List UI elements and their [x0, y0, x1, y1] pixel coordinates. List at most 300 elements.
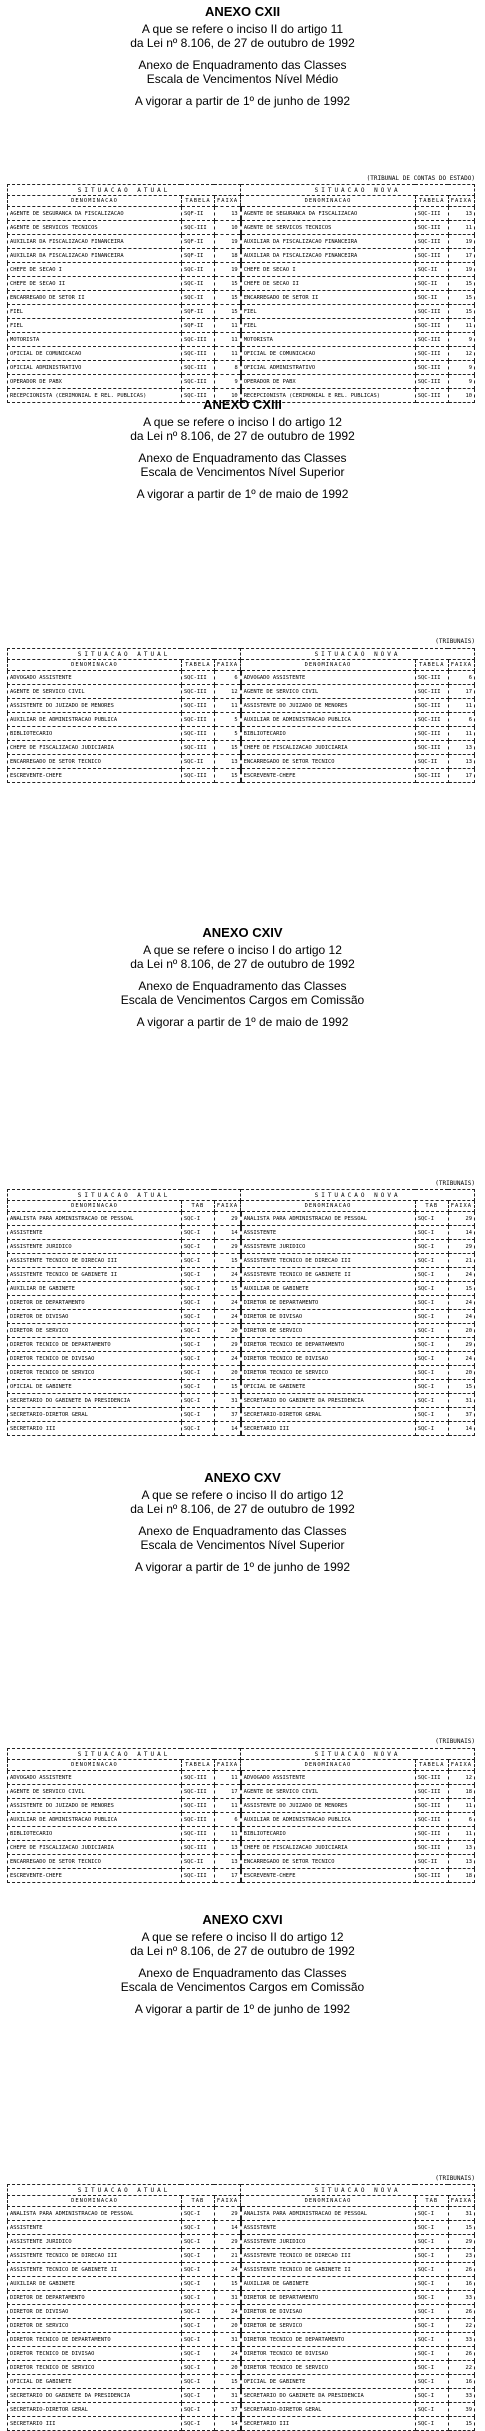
- cell-tabela-atual: SQF-II: [181, 249, 214, 263]
- cell-denominacao-nova: AUXILIAR DE ADMINISTRACAO PUBLICA: [241, 713, 416, 727]
- table-row: [8, 1338, 475, 1352]
- table-row: [8, 1394, 475, 1408]
- cell-faixa-atual: 24: [214, 1352, 240, 1366]
- cell-denominacao-nova: DIRETOR TECNICO DE SERVICO: [241, 2361, 416, 2375]
- cell-denominacao-atual: OPERADOR DE PABX: [8, 375, 182, 389]
- cell-faixa-nova: 18: [448, 1869, 474, 1883]
- annex-law-line: da Lei nº 8.106, de 27 de outubro de 1992: [130, 429, 355, 443]
- cell-faixa-atual: 29: [214, 2207, 240, 2221]
- cell-faixa-nova: 13: [448, 755, 474, 769]
- table-row: [8, 1408, 475, 1422]
- cell-denominacao-atual: AGENTE DE SERVICOS TECNICOS: [8, 221, 182, 235]
- table-row: [8, 1352, 475, 1366]
- cell-faixa-atual: 24: [214, 2347, 240, 2361]
- cell-denominacao-nova: ASSISTENTE DO JUIZADO DE MENORES: [241, 699, 416, 713]
- annex-title: ANEXO CXV: [204, 1470, 281, 1485]
- cell-faixa-atual: 15: [214, 741, 240, 755]
- cell-tabela-nova: SQC-III: [415, 333, 448, 347]
- cell-faixa-nova: 29: [448, 2235, 474, 2249]
- cell-tabela-atual: SQC-III: [181, 221, 214, 235]
- cell-denominacao-nova: ASSISTENTE JURIDICO: [241, 1240, 416, 1254]
- table-row: [8, 1282, 475, 1296]
- annex-law-line: da Lei nº 8.106, de 27 de outubro de 1992: [130, 957, 355, 971]
- annex-title: ANEXO CXII: [204, 4, 281, 19]
- cell-faixa-atual: 18: [214, 249, 240, 263]
- annex-scale: Escala de Vencimentos Cargos em Comissão: [120, 993, 365, 1007]
- col-tabela: TAB: [415, 1201, 448, 1212]
- cell-denominacao-atual: ASSISTENTE TECNICO DE GABINETE II: [8, 2263, 182, 2277]
- cell-faixa-atual: 15: [214, 769, 240, 783]
- cell-faixa-nova: 15: [448, 2221, 474, 2235]
- table-row: [8, 2207, 475, 2221]
- table-row: [8, 1324, 475, 1338]
- cell-denominacao-nova: FIEL: [241, 305, 416, 319]
- cell-faixa-atual: 9: [214, 375, 240, 389]
- table-row: [8, 727, 475, 741]
- cell-faixa-atual: 31: [214, 1394, 240, 1408]
- cell-faixa-atual: 37: [214, 2403, 240, 2417]
- cell-denominacao-nova: ASSISTENTE TECNICO DE DIRECAO III: [241, 1254, 416, 1268]
- annex-effective-date: A vigorar a partir de 1º de junho de 1992: [134, 2002, 351, 2016]
- cell-tabela-nova: SQC-I: [415, 1338, 448, 1352]
- cell-denominacao-atual: MOTORISTA: [8, 333, 182, 347]
- cell-faixa-atual: 31: [214, 2291, 240, 2305]
- cell-tabela-atual: SQC-II: [181, 263, 214, 277]
- cell-faixa-nova: 9: [448, 361, 474, 375]
- cell-faixa-atual: 14: [214, 1422, 240, 1436]
- cell-faixa-atual: 19: [214, 235, 240, 249]
- cell-tabela-nova: SQC-III: [415, 305, 448, 319]
- table-row: [8, 2319, 475, 2333]
- table-group-header: [8, 1190, 475, 1201]
- cell-faixa-atual: 29: [214, 1240, 240, 1254]
- cell-denominacao-nova: AGENTE DE SERVICO CIVIL: [241, 1785, 416, 1799]
- cell-denominacao-atual: AUXILIAR DE ADMINISTRACAO PUBLICA: [8, 713, 182, 727]
- cell-tabela-atual: SQC-III: [181, 347, 214, 361]
- cell-tabela-nova: SQC-I: [415, 2319, 448, 2333]
- table-row: [8, 1240, 475, 1254]
- cell-tabela-atual: SQC-I: [181, 2221, 214, 2235]
- annex-scale: Escala de Vencimentos Cargos em Comissão: [120, 1980, 365, 1994]
- cell-denominacao-nova: ASSISTENTE: [241, 2221, 416, 2235]
- table-row: [8, 699, 475, 713]
- cell-denominacao-nova: DIRETOR DE SERVICO: [241, 1324, 416, 1338]
- table-row: [8, 769, 475, 783]
- cell-faixa-atual: 29: [214, 2235, 240, 2249]
- cell-tabela-nova: SQC-III: [415, 699, 448, 713]
- cell-tabela-atual: SQC-III: [181, 1841, 214, 1855]
- cell-faixa-atual: 15: [214, 2277, 240, 2291]
- cell-denominacao-nova: ENCARREGADO DE SETOR II: [241, 291, 416, 305]
- cell-denominacao-atual: BIBLIOTECARIO: [8, 727, 182, 741]
- cell-denominacao-nova: DIRETOR TECNICO DE DIVISAO: [241, 2347, 416, 2361]
- annex-section: [0, 4, 485, 399]
- annex-effective-date: A vigorar a partir de 1º de junho de 1992: [134, 94, 351, 108]
- cell-denominacao-atual: ANALISTA PARA ADMINISTRACAO DE PESSOAL: [8, 2207, 182, 2221]
- annex-section: [0, 925, 485, 1432]
- situacao-atual-header: SITUACAO ATUAL: [8, 185, 241, 196]
- cell-faixa-nova: 33: [448, 2333, 474, 2347]
- cell-tabela-nova: SQC-III: [415, 685, 448, 699]
- cell-faixa-nova: 16: [448, 2277, 474, 2291]
- cell-faixa-atual: 5: [214, 727, 240, 741]
- cell-tabela-nova: SQC-III: [415, 1771, 448, 1785]
- col-tabela: TABELA: [181, 1760, 214, 1771]
- cell-faixa-nova: 13: [448, 207, 474, 221]
- cell-tabela-nova: SQC-I: [415, 1282, 448, 1296]
- cell-tabela-atual: SQC-III: [181, 1827, 214, 1841]
- col-faixa: FAIXA: [214, 196, 240, 207]
- cell-faixa-atual: 11: [214, 319, 240, 333]
- source-label: (TRIBUNAIS): [435, 1738, 475, 1745]
- cell-denominacao-atual: OFICIAL ADMINISTRATIVO: [8, 361, 182, 375]
- situacao-atual-header: SITUACAO ATUAL: [8, 2185, 241, 2196]
- cell-faixa-atual: 37: [214, 1408, 240, 1422]
- cell-tabela-nova: SQC-I: [415, 1212, 448, 1226]
- table-row: [8, 2417, 475, 2431]
- table-row: [8, 2235, 475, 2249]
- cell-denominacao-nova: AUXILIAR DE ADMINISTRACAO PUBLICA: [241, 1813, 416, 1827]
- cell-denominacao-nova: AUXILIAR DA FISCALIZACAO FINANCEIRA: [241, 235, 416, 249]
- situacao-nova-header: SITUACAO NOVA: [241, 2185, 475, 2196]
- cell-tabela-nova: SQC-III: [415, 235, 448, 249]
- cell-tabela-nova: SQC-II: [415, 277, 448, 291]
- table-group-header: [8, 2185, 475, 2196]
- annex-subtitle: Anexo de Enquadramento das Classes: [138, 451, 347, 465]
- table-column-header: [8, 196, 475, 207]
- cell-faixa-nova: 29: [448, 1338, 474, 1352]
- cell-faixa-nova: 17: [448, 685, 474, 699]
- col-faixa: FAIXA: [448, 1760, 474, 1771]
- cell-tabela-atual: SQC-III: [181, 1813, 214, 1827]
- col-tabela: TAB: [181, 2196, 214, 2207]
- table-row: [8, 2375, 475, 2389]
- table-row: [8, 2305, 475, 2319]
- cell-faixa-nova: 24: [448, 1268, 474, 1282]
- annex-scale: Escala de Vencimentos Nível Médio: [146, 72, 339, 86]
- table-row: [8, 2291, 475, 2305]
- cell-denominacao-nova: ASSISTENTE: [241, 1226, 416, 1240]
- cell-denominacao-atual: ASSISTENTE TECNICO DE DIRECAO III: [8, 1254, 182, 1268]
- situacao-nova-header: SITUACAO NOVA: [241, 1190, 475, 1201]
- cell-faixa-nova: 20: [448, 1366, 474, 1380]
- table-column-header: [8, 1201, 475, 1212]
- cell-denominacao-nova: ENCARREGADO DE SETOR TECNICO: [241, 1855, 416, 1869]
- cell-tabela-atual: SQF-II: [181, 319, 214, 333]
- cell-tabela-atual: SQC-I: [181, 2389, 214, 2403]
- cell-tabela-nova: SQC-I: [415, 2333, 448, 2347]
- cell-denominacao-nova: FIEL: [241, 319, 416, 333]
- cell-denominacao-nova: AUXILIAR DA FISCALIZACAO FINANCEIRA: [241, 249, 416, 263]
- cell-tabela-atual: SQC-III: [181, 713, 214, 727]
- cell-denominacao-atual: DIRETOR TECNICO DE DIVISAO: [8, 1352, 182, 1366]
- cell-faixa-atual: 24: [214, 2305, 240, 2319]
- cell-denominacao-atual: DIRETOR TECNICO DE SERVICO: [8, 2361, 182, 2375]
- annex-subtitle: Anexo de Enquadramento das Classes: [138, 1524, 347, 1538]
- table-row: [8, 1813, 475, 1827]
- col-tabela: TABELA: [415, 1760, 448, 1771]
- cell-faixa-atual: 24: [214, 1268, 240, 1282]
- cell-denominacao-atual: ADVOGADO ASSISTENTE: [8, 671, 182, 685]
- cell-faixa-atual: 15: [214, 1254, 240, 1268]
- cell-denominacao-nova: ASSISTENTE DO JUIZADO DE MENORES: [241, 1799, 416, 1813]
- col-tabela: TABELA: [181, 196, 214, 207]
- annex-reference-line: A que se refere o inciso II do artigo 12: [141, 1930, 344, 1944]
- cell-faixa-nova: 24: [448, 1296, 474, 1310]
- annex-scale: Escala de Vencimentos Nível Superior: [140, 1538, 345, 1552]
- cell-denominacao-nova: AUXILIAR DE GABINETE: [241, 1282, 416, 1296]
- cell-faixa-nova: 24: [448, 1310, 474, 1324]
- cell-denominacao-atual: DIRETOR DE DEPARTAMENTO: [8, 1296, 182, 1310]
- table-group-header: [8, 1749, 475, 1760]
- annex-effective-date: A vigorar a partir de 1º de junho de 1992: [134, 1560, 351, 1574]
- table-row: [8, 305, 475, 319]
- table-row: [8, 2403, 475, 2417]
- cell-tabela-atual: SQC-I: [181, 1394, 214, 1408]
- cell-denominacao-atual: ASSISTENTE JURIDICO: [8, 2235, 182, 2249]
- cell-tabela-atual: SQC-I: [181, 2347, 214, 2361]
- cell-faixa-nova: 17: [448, 769, 474, 783]
- table-row: [8, 1771, 475, 1785]
- table-row: [8, 1366, 475, 1380]
- cell-tabela-nova: SQC-I: [415, 2361, 448, 2375]
- cell-denominacao-nova: OFICIAL ADMINISTRATIVO: [241, 361, 416, 375]
- cell-tabela-nova: SQC-I: [415, 2235, 448, 2249]
- cell-denominacao-atual: ASSISTENTE DO JUIZADO DE MENORES: [8, 699, 182, 713]
- cell-denominacao-nova: SECRETARIO DO GABINETE DA PRESIDENCIA: [241, 1394, 416, 1408]
- cell-faixa-nova: 22: [448, 2319, 474, 2333]
- cell-tabela-nova: SQC-III: [415, 1785, 448, 1799]
- cell-tabela-atual: SQC-I: [181, 2403, 214, 2417]
- table-column-header: [8, 2196, 475, 2207]
- table-row: [8, 207, 475, 221]
- cell-tabela-nova: SQC-I: [415, 2347, 448, 2361]
- cell-tabela-nova: SQC-I: [415, 1380, 448, 1394]
- cell-tabela-nova: SQC-I: [415, 1254, 448, 1268]
- cell-faixa-atual: 11: [214, 347, 240, 361]
- cell-tabela-nova: SQC-III: [415, 1841, 448, 1855]
- cell-tabela-nova: SQC-III: [415, 375, 448, 389]
- cell-tabela-nova: SQC-I: [415, 1422, 448, 1436]
- table-row: [8, 671, 475, 685]
- cell-faixa-atual: 20: [214, 2319, 240, 2333]
- cell-tabela-nova: SQC-I: [415, 2207, 448, 2221]
- cell-denominacao-atual: DIRETOR DE DIVISAO: [8, 1310, 182, 1324]
- cell-tabela-nova: SQC-I: [415, 1240, 448, 1254]
- table-row: [8, 2263, 475, 2277]
- table-row: [8, 1268, 475, 1282]
- cell-tabela-atual: SQC-III: [181, 1869, 214, 1883]
- cell-faixa-nova: 12: [448, 1771, 474, 1785]
- cell-denominacao-nova: OFICIAL DE COMUNICACAO: [241, 347, 416, 361]
- cell-tabela-nova: SQC-I: [415, 1310, 448, 1324]
- cell-denominacao-nova: DIRETOR DE DIVISAO: [241, 1310, 416, 1324]
- col-denominacao: DENOMINACAO: [8, 1201, 182, 1212]
- cell-denominacao-nova: AGENTE DE SERVICO CIVIL: [241, 685, 416, 699]
- table-row: [8, 2277, 475, 2291]
- cell-tabela-atual: SQC-I: [181, 2249, 214, 2263]
- cell-tabela-atual: SQC-III: [181, 1785, 214, 1799]
- source-label: (TRIBUNAIS): [435, 1180, 475, 1187]
- cell-faixa-atual: 10: [214, 389, 240, 403]
- cell-faixa-nova: 14: [448, 1422, 474, 1436]
- table-row: [8, 1380, 475, 1394]
- col-faixa: FAIXA: [214, 1760, 240, 1771]
- table-row: [8, 1799, 475, 1813]
- cell-tabela-nova: SQC-I: [415, 1366, 448, 1380]
- col-denominacao: DENOMINACAO: [8, 2196, 182, 2207]
- cell-denominacao-nova: DIRETOR TECNICO DE DEPARTAMENTO: [241, 1338, 416, 1352]
- annex-section: [0, 1470, 485, 1879]
- annex-law-line: da Lei nº 8.106, de 27 de outubro de 1992: [130, 1502, 355, 1516]
- cell-faixa-atual: 20: [214, 2361, 240, 2375]
- table-column-header: [8, 1760, 475, 1771]
- cell-faixa-nova: 13: [448, 1855, 474, 1869]
- table-row: [8, 291, 475, 305]
- cell-faixa-nova: 15: [448, 277, 474, 291]
- cell-denominacao-atual: CHEFE DE SECAO I: [8, 263, 182, 277]
- enquadramento-table: [7, 648, 475, 783]
- col-faixa: FAIXA: [448, 660, 474, 671]
- cell-faixa-nova: 6: [448, 713, 474, 727]
- table-row: [8, 2347, 475, 2361]
- cell-denominacao-atual: ESCREVENTE-CHEFE: [8, 769, 182, 783]
- cell-tabela-nova: SQC-I: [415, 2417, 448, 2431]
- cell-tabela-nova: SQC-III: [415, 207, 448, 221]
- cell-tabela-atual: SQC-I: [181, 2333, 214, 2347]
- cell-denominacao-atual: ENCARREGADO DE SETOR TECNICO: [8, 1855, 182, 1869]
- table-row: [8, 1254, 475, 1268]
- cell-tabela-nova: SQC-I: [415, 2305, 448, 2319]
- cell-faixa-atual: 15: [214, 1380, 240, 1394]
- cell-denominacao-atual: AGENTE DE SERVICO CIVIL: [8, 685, 182, 699]
- cell-denominacao-atual: ENCARREGADO DE SETOR TECNICO: [8, 755, 182, 769]
- cell-tabela-atual: SQC-I: [181, 2319, 214, 2333]
- annex-law-line: da Lei nº 8.106, de 27 de outubro de 1992: [130, 36, 355, 50]
- cell-tabela-nova: SQC-I: [415, 2389, 448, 2403]
- cell-faixa-nova: 22: [448, 2361, 474, 2375]
- cell-denominacao-atual: RECEPCIONISTA (CERIMONIAL E REL. PUBLICAS): [8, 389, 182, 403]
- cell-tabela-nova: SQC-I: [415, 2291, 448, 2305]
- cell-faixa-atual: 8: [214, 361, 240, 375]
- cell-faixa-atual: 15: [214, 305, 240, 319]
- cell-faixa-nova: 13: [448, 741, 474, 755]
- cell-denominacao-atual: ENCARREGADO DE SETOR II: [8, 291, 182, 305]
- cell-denominacao-nova: DIRETOR DE DIVISAO: [241, 2305, 416, 2319]
- cell-denominacao-nova: MOTORISTA: [241, 333, 416, 347]
- cell-denominacao-nova: ASSISTENTE TECNICO DE GABINETE II: [241, 2263, 416, 2277]
- cell-tabela-atual: SQC-I: [181, 1240, 214, 1254]
- table-column-header: [8, 660, 475, 671]
- cell-faixa-atual: 20: [214, 1366, 240, 1380]
- annex-effective-date: A vigorar a partir de 1º de maio de 1992: [136, 1015, 349, 1029]
- cell-denominacao-nova: SECRETARIO DO GABINETE DA PRESIDENCIA: [241, 2389, 416, 2403]
- cell-faixa-nova: 18: [448, 1785, 474, 1799]
- cell-faixa-nova: 39: [448, 2403, 474, 2417]
- table-row: [8, 249, 475, 263]
- cell-denominacao-atual: ESCREVENTE-CHEFE: [8, 1869, 182, 1883]
- cell-tabela-atual: SQC-I: [181, 1226, 214, 1240]
- cell-faixa-nova: 9: [448, 375, 474, 389]
- annex-effective-date: A vigorar a partir de 1º de maio de 1992: [136, 487, 349, 501]
- col-faixa: FAIXA: [448, 1201, 474, 1212]
- table-row: [8, 2249, 475, 2263]
- cell-tabela-nova: SQC-II: [415, 263, 448, 277]
- cell-denominacao-nova: ADVOGADO ASSISTENTE: [241, 671, 416, 685]
- cell-faixa-nova: 6: [448, 671, 474, 685]
- table-row: [8, 2333, 475, 2347]
- cell-tabela-atual: SQC-III: [181, 685, 214, 699]
- cell-denominacao-nova: ESCREVENTE-CHEFE: [241, 769, 416, 783]
- cell-tabela-atual: SQC-I: [181, 1380, 214, 1394]
- cell-faixa-atual: 31: [214, 2389, 240, 2403]
- table-row: [8, 375, 475, 389]
- table-row: [8, 361, 475, 375]
- cell-tabela-nova: SQC-I: [415, 1296, 448, 1310]
- situacao-nova-header: SITUACAO NOVA: [241, 185, 475, 196]
- cell-faixa-atual: 17: [214, 1869, 240, 1883]
- cell-faixa-atual: 14: [214, 2417, 240, 2431]
- cell-faixa-atual: 13: [214, 207, 240, 221]
- table-row: [8, 685, 475, 699]
- annex-title: ANEXO CXIII: [203, 397, 282, 412]
- cell-faixa-atual: 10: [214, 221, 240, 235]
- cell-faixa-nova: 11: [448, 1827, 474, 1841]
- table-group-header: [8, 185, 475, 196]
- cell-faixa-atual: 21: [214, 2249, 240, 2263]
- cell-faixa-nova: 9: [448, 333, 474, 347]
- cell-faixa-nova: 37: [448, 1408, 474, 1422]
- cell-faixa-nova: 26: [448, 2347, 474, 2361]
- cell-denominacao-nova: OPERADOR DE PABX: [241, 375, 416, 389]
- table-row: [8, 1827, 475, 1841]
- cell-denominacao-atual: DIRETOR TECNICO DE DEPARTAMENTO: [8, 1338, 182, 1352]
- cell-denominacao-atual: DIRETOR DE DEPARTAMENTO: [8, 2291, 182, 2305]
- cell-denominacao-atual: ASSISTENTE DO JUIZADO DE MENORES: [8, 1799, 182, 1813]
- annex-header: [0, 1912, 485, 2016]
- col-denominacao: DENOMINACAO: [241, 1201, 416, 1212]
- cell-tabela-atual: SQC-II: [181, 291, 214, 305]
- table-row: [8, 713, 475, 727]
- cell-tabela-nova: SQC-I: [415, 1394, 448, 1408]
- cell-tabela-nova: SQC-III: [415, 319, 448, 333]
- col-denominacao: DENOMINACAO: [241, 660, 416, 671]
- cell-tabela-atual: SQC-I: [181, 2263, 214, 2277]
- cell-tabela-nova: SQC-III: [415, 221, 448, 235]
- annex-section: [0, 397, 485, 779]
- cell-faixa-nova: 20: [448, 1324, 474, 1338]
- cell-faixa-nova: 6: [448, 1813, 474, 1827]
- cell-tabela-atual: SQC-III: [181, 671, 214, 685]
- cell-faixa-nova: 29: [448, 1240, 474, 1254]
- cell-tabela-atual: SQC-I: [181, 1310, 214, 1324]
- cell-denominacao-nova: AUXILIAR DE GABINETE: [241, 2277, 416, 2291]
- cell-tabela-nova: SQC-III: [415, 249, 448, 263]
- annex-title: ANEXO CXVI: [202, 1912, 283, 1927]
- cell-faixa-nova: 19: [448, 235, 474, 249]
- table-row: [8, 347, 475, 361]
- source-label: (TRIBUNAIS): [435, 638, 475, 645]
- table-row: [8, 235, 475, 249]
- col-faixa: FAIXA: [214, 2196, 240, 2207]
- cell-denominacao-atual: ASSISTENTE TECNICO DE DIRECAO III: [8, 2249, 182, 2263]
- cell-tabela-atual: SQC-I: [181, 1366, 214, 1380]
- cell-faixa-nova: 11: [448, 1799, 474, 1813]
- situacao-atual-header: SITUACAO ATUAL: [8, 649, 241, 660]
- cell-tabela-atual: SQC-I: [181, 2305, 214, 2319]
- table-row: [8, 333, 475, 347]
- cell-faixa-nova: 15: [448, 1282, 474, 1296]
